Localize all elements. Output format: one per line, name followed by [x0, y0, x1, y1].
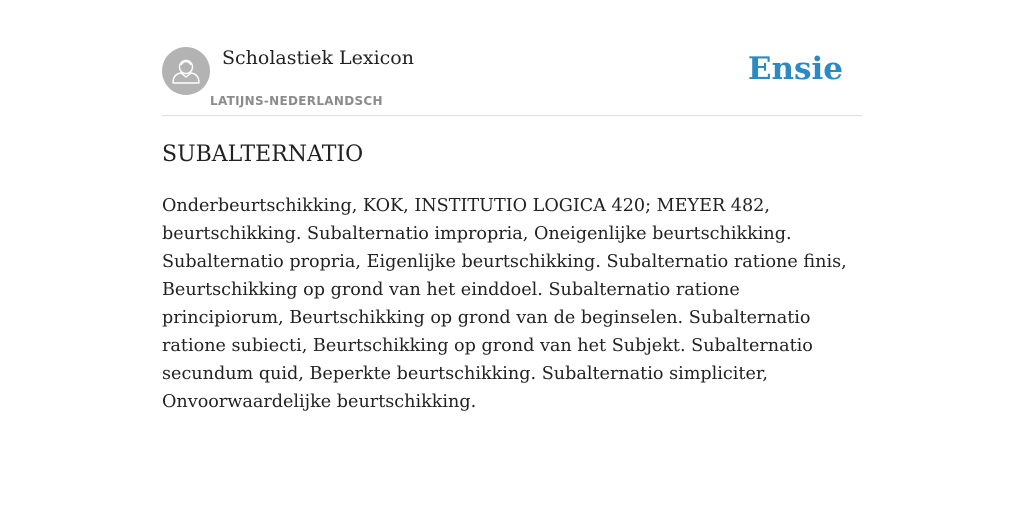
site-subtitle[interactable]: LATIJNS-NEDERLANDSCH — [210, 94, 383, 108]
site-title[interactable]: Scholastiek Lexicon — [222, 47, 414, 69]
user-avatar-icon[interactable] — [162, 47, 210, 95]
page — [162, 0, 862, 512]
entry-title: SUBALTERNATIO — [162, 142, 364, 167]
entry-body: Onderbeurtschikking, KOK, INSTITUTIO LOGICA 420; MEYER 482, beurtschikking. Subalternatio impropria, Oneigenlijke beurtschikking. Subalternatio propria, Eigenlijke beurtschikking. Subalternatio ratione finis, Beurtschikking op grond van het einddoel. Subalternatio ratione principiorum, Beurtschikking op grond van de beginselen. Subalternatio ratione subiecti, Beurtschikking op grond van het Subjekt. Subalternatio secundum quid, Beperkte beurtschikking. Subalternatio simpliciter, Onvoorwaardelijke beurtschikking. — [162, 196, 847, 412]
header — [162, 0, 862, 116]
brand-logo[interactable]: Ensie — [747, 51, 843, 87]
